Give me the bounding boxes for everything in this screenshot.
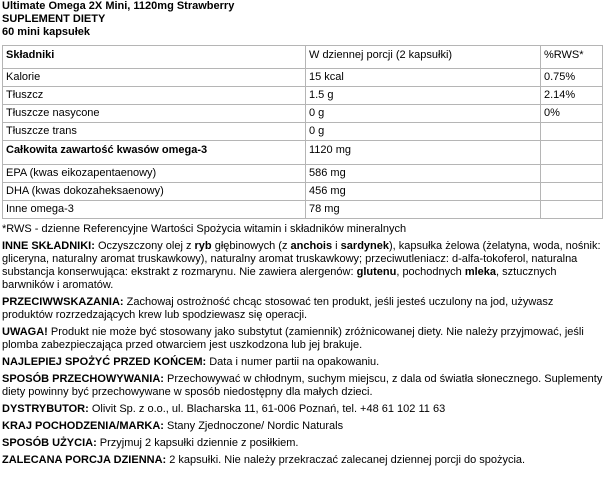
table-cell: Kalorie	[3, 69, 306, 87]
allergen-sardines: sardynek	[340, 240, 389, 252]
ingredients-text: ), kapsułka żelowa (żelatyna, woda, nośnik: gliceryna, naturalny aromat truskawkowy), naturalny aromat truskawkowy; przeciwutleniacz: d-alfa-tokoferol, naturalna substancja konserwująca: ekstrakt z rozmarynu. Nie zawiera alergenów:	[2, 240, 601, 278]
label-text-body	[2, 223, 603, 467]
table-cell	[541, 165, 603, 183]
warning-section	[2, 326, 603, 352]
section-label: DYSTRYBUTOR:	[2, 403, 89, 415]
section-text: Przyjmuj 2 kapsułki dziennie z posiłkiem.	[96, 437, 299, 449]
ingredients-text: , pochodnych	[396, 266, 465, 278]
ingredients-label: INNE SKŁADNIKI:	[2, 240, 95, 252]
allergen-gluten: glutenu	[356, 266, 397, 278]
origin-brand-section	[2, 420, 603, 433]
table-row	[3, 183, 603, 201]
table-cell: EPA (kwas eikozapentaenowy)	[3, 165, 306, 183]
omega3-total-rws	[541, 141, 603, 165]
ingredients-text: , sztucznych barwników i aromatów.	[2, 266, 557, 291]
distributor-section	[2, 403, 603, 416]
ingredients-text: Oczyszczony olej z	[94, 240, 195, 252]
omega3-total-label: Całkowita zawartość kwasów omega-3	[3, 141, 306, 165]
section-text: Stany Zjednoczone/ Nordic Naturals	[163, 420, 344, 432]
omega3-total-row	[3, 141, 603, 165]
section-label: SPOSÓB UŻYCIA:	[2, 437, 97, 449]
table-header-daily-portion: W dziennej porcji (2 kapsułki)	[306, 46, 541, 69]
rws-footnote: *RWS - dzienne Referencyjne Wartości Spożycia witamin i składników mineralnych	[2, 223, 407, 235]
ingredients-text: głębinowych (z	[211, 240, 291, 252]
ingredients-paragraph	[2, 240, 603, 292]
section-text: Zachowaj ostrożność chcąc stosować ten produkt, jeśli jesteś uczulony na jod, używasz produktów rozrzedzających krew lub spodziewasz się operacji.	[2, 296, 554, 321]
section-text: 2 kapsułki. Nie należy przekraczać zalecanej dziennej porcji do spożycia.	[166, 454, 526, 466]
product-header	[2, 0, 603, 39]
usage-section	[2, 437, 603, 450]
product-name: Ultimate Omega 2X Mini, 1120mg Strawberry	[2, 0, 235, 12]
table-cell	[541, 123, 603, 141]
recommended-dose-section	[2, 454, 603, 467]
table-cell: 0%	[541, 105, 603, 123]
table-cell: 0 g	[306, 123, 541, 141]
best-before-section	[2, 356, 603, 369]
table-cell: 0 g	[306, 105, 541, 123]
table-cell: 78 mg	[306, 201, 541, 219]
section-text: Produkt nie może być stosowany jako substytut (zamiennik) zróżnicowanej diety. Nie należy przyjmować, jeśli plomba zabezpieczająca przed otwarciem jest uszkodzona lub jej brakuje.	[2, 326, 584, 351]
omega3-total-value: 1120 mg	[306, 141, 541, 165]
table-header-ingredients: Składniki	[3, 46, 306, 69]
table-cell: Tłuszcze trans	[3, 123, 306, 141]
product-category: SUPLEMENT DIETY	[2, 13, 106, 25]
section-label: NAJLEPIEJ SPOŻYĆ PRZED KOŃCEM:	[2, 356, 207, 368]
allergen-fish: ryb	[194, 240, 212, 252]
table-row	[3, 87, 603, 105]
table-cell: 1.5 g	[306, 87, 541, 105]
table-header-rws: %RWS*	[541, 46, 603, 69]
section-label: ZALECANA PORCJA DZIENNA:	[2, 454, 167, 466]
product-quantity: 60 mini kapsułek	[2, 26, 91, 38]
allergen-anchovies: anchois	[290, 240, 333, 252]
table-cell: Tłuszcz	[3, 87, 306, 105]
table-cell: Inne omega-3	[3, 201, 306, 219]
section-text: Przechowywać w chłodnym, suchym miejscu, z dala od światła słonecznego. Suplementy diety powinny być przechowywane w sposób niedostępny dla małych dzieci.	[2, 373, 603, 398]
section-text: Olivit Sp. z o.o., ul. Blacharska 11, 61-006 Poznań, tel. +48 61 102 11 63	[88, 403, 446, 415]
table-cell: DHA (kwas dokozaheksaenowy)	[3, 183, 306, 201]
table-cell: 2.14%	[541, 87, 603, 105]
table-cell: 586 mg	[306, 165, 541, 183]
storage-section	[2, 373, 603, 399]
table-row	[3, 105, 603, 123]
section-label: UWAGA!	[2, 326, 48, 338]
table-header-row	[3, 46, 603, 69]
table-cell: 15 kcal	[306, 69, 541, 87]
section-label: KRAJ POCHODZENIA/MARKA:	[2, 420, 164, 432]
ingredients-text: i	[332, 240, 341, 252]
table-row	[3, 201, 603, 219]
section-label: PRZECIWWSKAZANIA:	[2, 296, 124, 308]
table-row	[3, 123, 603, 141]
table-cell: 456 mg	[306, 183, 541, 201]
table-cell: Tłuszcze nasycone	[3, 105, 306, 123]
nutrition-table	[2, 45, 603, 219]
table-row	[3, 69, 603, 87]
section-text: Data i numer partii na opakowaniu.	[206, 356, 380, 368]
contraindications-section	[2, 296, 603, 322]
allergen-milk: mleka	[464, 266, 497, 278]
table-cell: 0.75%	[541, 69, 603, 87]
table-row	[3, 165, 603, 183]
table-cell	[541, 183, 603, 201]
table-cell	[541, 201, 603, 219]
section-label: SPOSÓB PRZECHOWYWANIA:	[2, 373, 164, 385]
